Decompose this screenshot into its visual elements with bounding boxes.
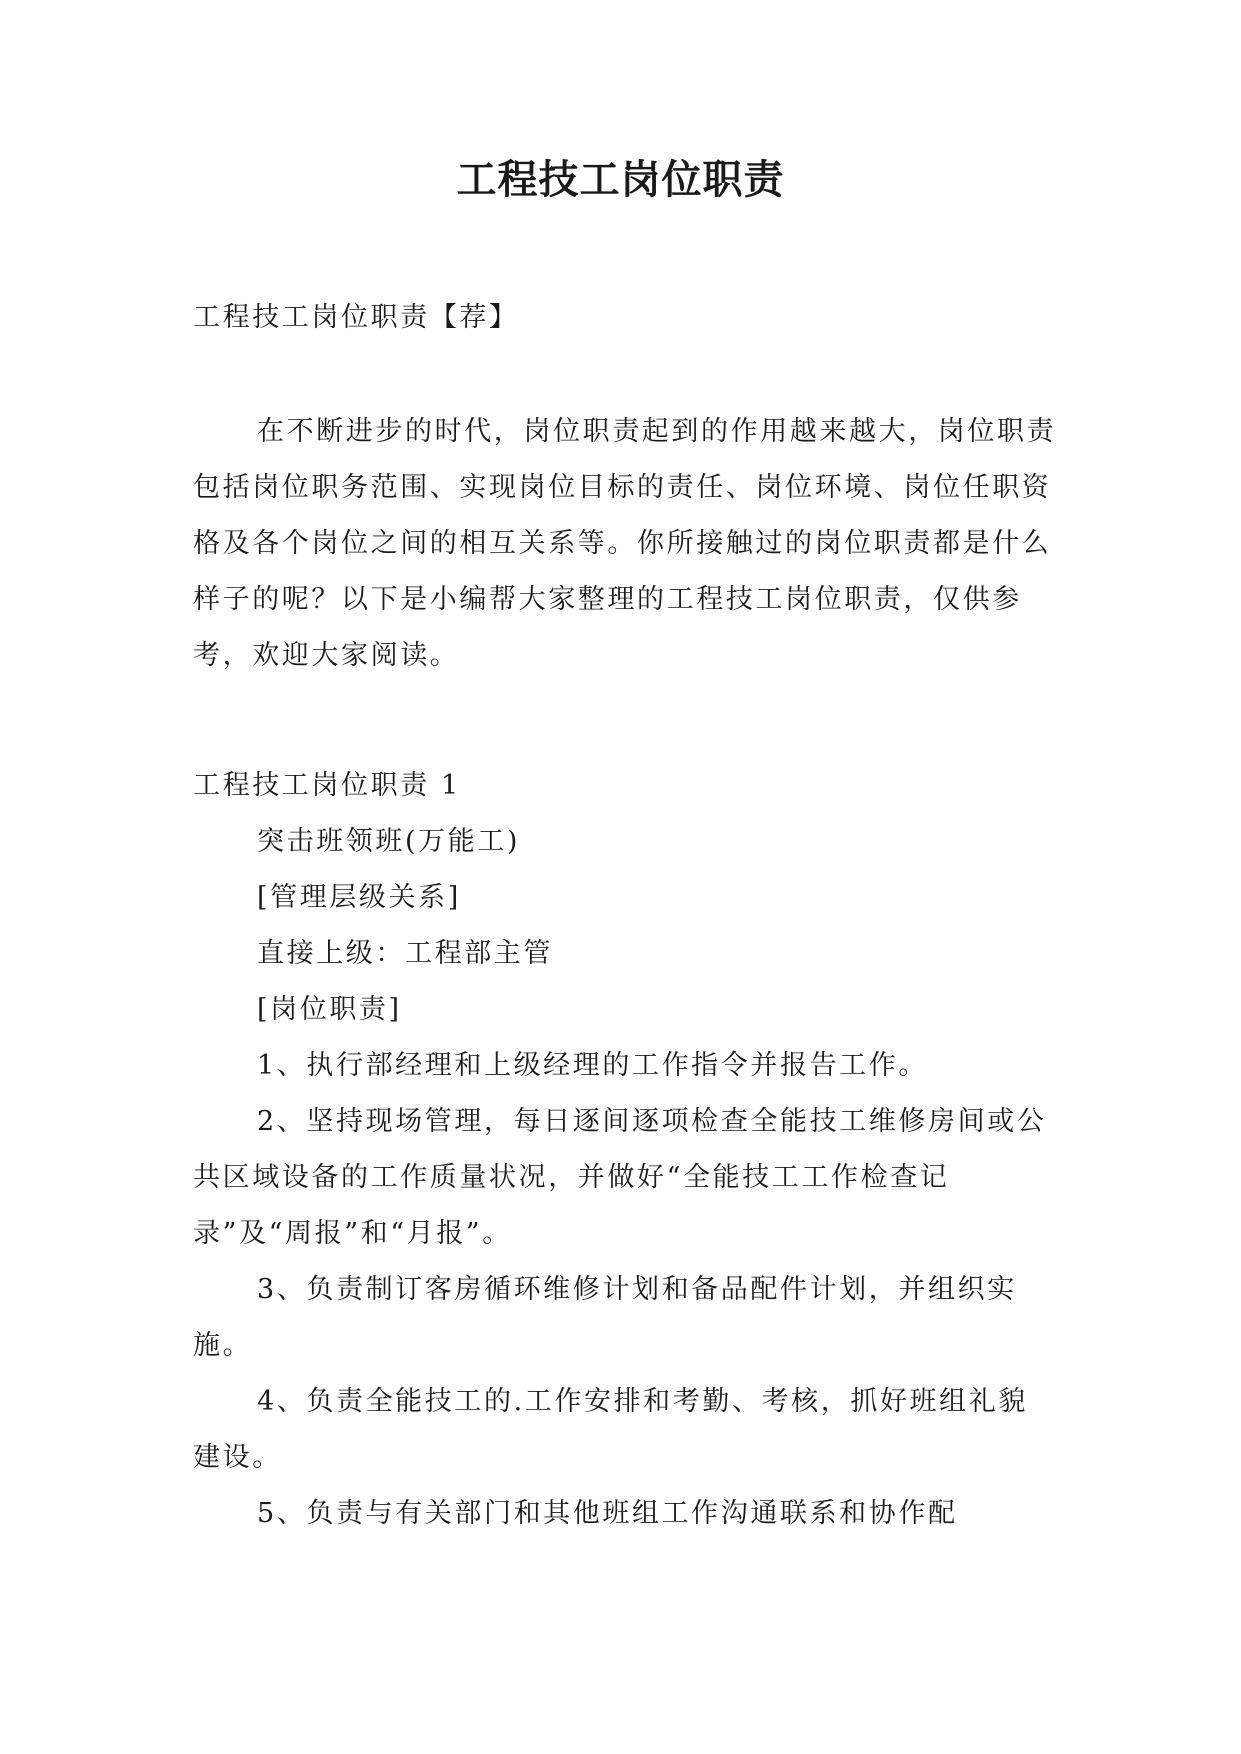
section-heading: 工程技工岗位职责 1 (193, 770, 461, 801)
duty-item: 2、坚持现场管理，每日逐间逐项检查全能技工维修房间或公共区域设备的工作质量状况，并做好“全能技工工作检查记录”及“周报”和“月报”。 (193, 1106, 1047, 1249)
duty-item: 1、执行部经理和上级经理的工作指令并报告工作。 (257, 1050, 928, 1081)
duty-item: 3、负责制订客房循环维修计划和备品配件计划，并组织实施。 (193, 1274, 1017, 1361)
section-line: [岗位职责] (257, 994, 402, 1025)
document-title: 工程技工岗位职责 (456, 157, 785, 203)
intro-paragraph: 在不断进步的时代，岗位职责起到的作用越来越大，岗位职责包括岗位职务范围、实现岗位目标的责任、岗位环境、岗位任职资格及各个岗位之间的相互关系等。你所接触过的岗位职责都是什么样子的呢？以下是小编帮大家整理的工程技工岗位职责，仅供参考，欢迎大家阅读。 (193, 416, 1057, 671)
section-line: 突击班领班(万能工) (257, 826, 521, 857)
duty-item: 4、负责全能技工的.工作安排和考勤、考核，抓好班组礼貌建设。 (193, 1386, 1028, 1473)
duty-item: 5、负责与有关部门和其他班组工作沟通联系和协作配 (257, 1498, 958, 1529)
document-subtitle: 工程技工岗位职责【荐】 (193, 302, 519, 333)
section-line: [管理层级关系] (257, 882, 461, 913)
section-body (193, 814, 1057, 1542)
section-line: 直接上级：工程部主管 (257, 938, 553, 969)
